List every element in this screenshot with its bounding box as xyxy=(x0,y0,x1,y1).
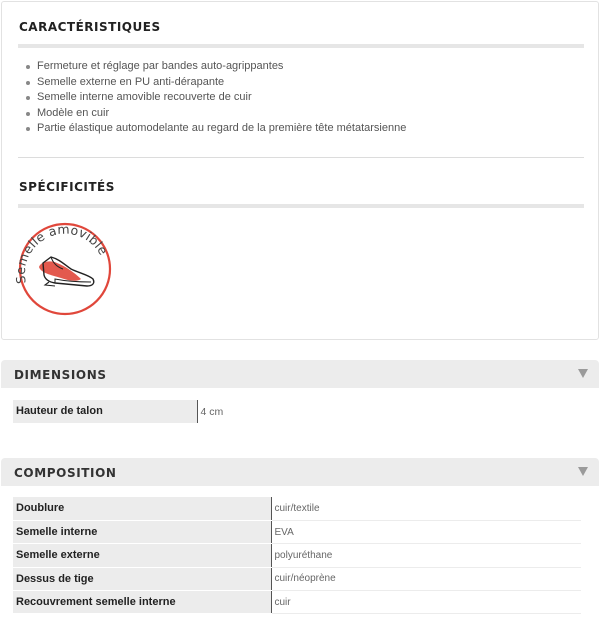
spec-label: Doublure xyxy=(13,497,271,520)
spec-value: 4 cm xyxy=(200,405,224,418)
bullet-icon xyxy=(26,112,30,116)
table-row xyxy=(13,400,363,423)
table-row xyxy=(13,591,581,614)
product-details-card xyxy=(1,1,599,340)
section-divider xyxy=(18,157,584,158)
spec-value: EVA xyxy=(271,520,581,543)
spec-label: Semelle externe xyxy=(13,544,271,567)
composition-title: COMPOSITION xyxy=(14,466,117,480)
dimensions-header[interactable] xyxy=(1,360,599,388)
spec-value: polyuréthane xyxy=(271,544,581,567)
bullet-icon xyxy=(26,96,30,100)
list-item: Modèle en cuir xyxy=(26,106,406,122)
list-item: Fermeture et réglage par bandes auto-agrippantes xyxy=(26,59,406,75)
bullet-icon xyxy=(26,65,30,69)
list-item: Semelle externe en PU anti-dérapante xyxy=(26,75,406,91)
spec-value: cuir/textile xyxy=(271,497,581,520)
specificites-title: SPÉCIFICITÉS xyxy=(19,180,115,194)
spec-label: Hauteur de talon xyxy=(13,400,197,423)
caracteristiques-rule xyxy=(18,44,584,48)
shoe-removable-insole-icon xyxy=(15,219,115,319)
table-row xyxy=(13,567,581,590)
table-row xyxy=(13,497,581,520)
spec-label: Dessus de tige xyxy=(13,567,271,590)
table-row xyxy=(13,544,581,567)
bullet-icon xyxy=(26,127,30,131)
composition-table xyxy=(13,497,581,614)
table-row xyxy=(13,520,581,543)
composition-header[interactable] xyxy=(1,458,599,486)
list-item: Partie élastique automodelante au regard de la première tête métatarsienne xyxy=(26,121,406,137)
spec-label: Recouvrement semelle interne xyxy=(13,591,271,614)
spec-value: cuir/néoprène xyxy=(271,567,581,590)
badge-label: melle amovible xyxy=(15,221,112,268)
dimensions-table xyxy=(13,400,363,424)
spec-value: cuir xyxy=(271,591,581,614)
caracteristiques-title: CARACTÉRISTIQUES xyxy=(19,20,161,34)
features-list xyxy=(26,59,406,137)
specificites-rule xyxy=(18,204,584,208)
list-item: Semelle interne amovible recouverte de cuir xyxy=(26,90,406,106)
collapse-arrow-icon[interactable] xyxy=(578,467,588,476)
semelle-amovible-badge xyxy=(15,219,115,319)
bullet-icon xyxy=(26,81,30,85)
dimensions-title: DIMENSIONS xyxy=(14,368,107,382)
spec-label: Semelle interne xyxy=(13,520,271,543)
collapse-arrow-icon[interactable] xyxy=(578,369,588,378)
